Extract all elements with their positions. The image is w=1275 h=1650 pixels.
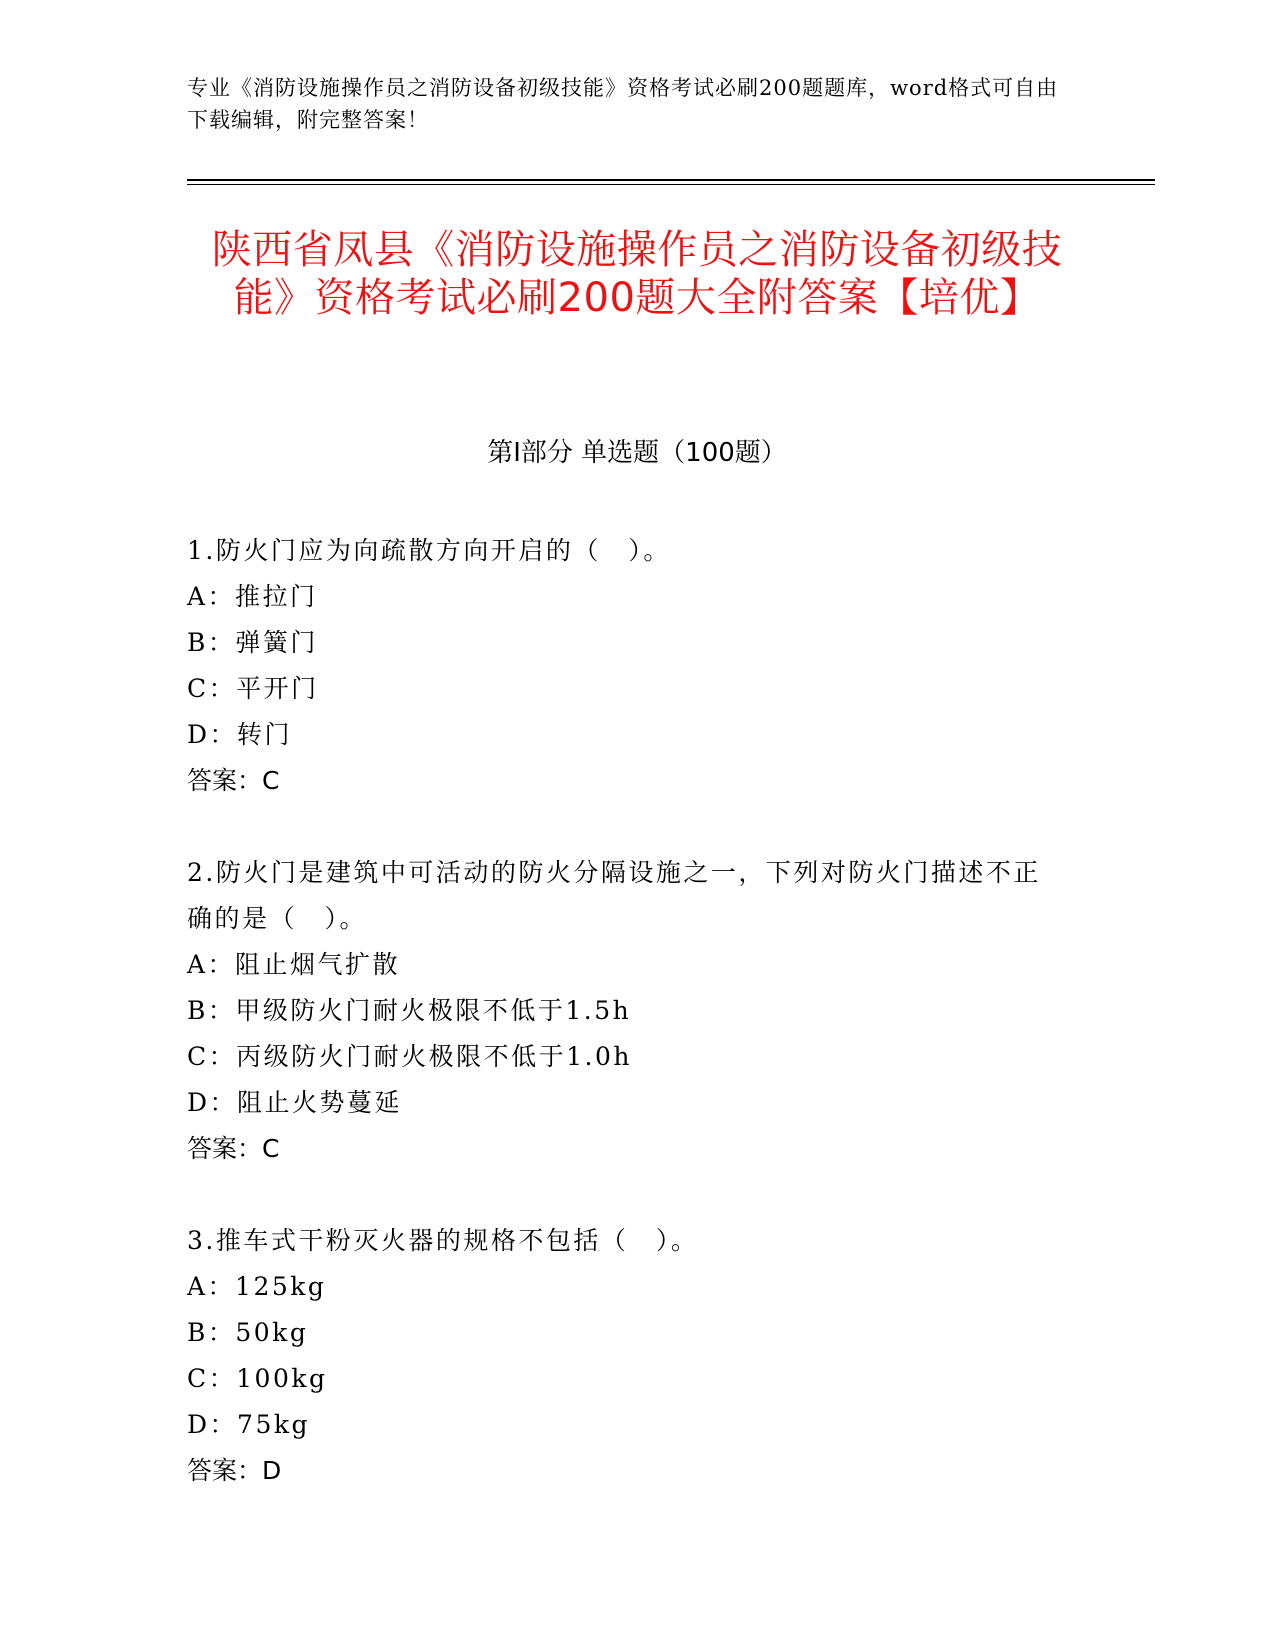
option-a: A：125kg: [187, 1272, 327, 1301]
option-d: D：转门: [187, 720, 293, 749]
question-stem: 1.防火门应为向疏散方向开启的（ ）。: [187, 536, 671, 565]
option-b: B：甲级防火门耐火极限不低于1.5h: [187, 996, 632, 1025]
option-d: D：阻止火势蔓延: [187, 1088, 403, 1117]
question-stem: 3.推车式干粉灭火器的规格不包括（ ）。: [187, 1226, 699, 1255]
question-stem: 2.防火门是建筑中可活动的防火分隔设施之一，下列对防火门描述不正确的是（ ）。: [187, 858, 1041, 933]
option-b: B：弹簧门: [187, 628, 318, 657]
answer: 答案：D: [187, 1456, 282, 1485]
option-a: A：阻止烟气扩散: [187, 950, 401, 979]
header-note: 专业《消防设施操作员之消防设备初级技能》资格考试必刷200题题库，word格式可自由下载编辑，附完整答案！: [187, 76, 1059, 132]
question-1: [187, 528, 1057, 804]
option-c: C：平开门: [187, 674, 319, 703]
question-list: [187, 528, 1057, 1540]
header-divider-thin: [187, 184, 1155, 185]
answer: 答案：C: [187, 766, 280, 795]
document-title: 陕西省凤县《消防设施操作员之消防设备初级技能》资格考试必刷200题大全附答案【培优】: [211, 227, 1063, 321]
option-c: C：100kg: [187, 1364, 328, 1393]
option-c: C：丙级防火门耐火极限不低于1.0h: [187, 1042, 632, 1071]
header-divider-thick: [187, 179, 1155, 181]
option-a: A：推拉门: [187, 582, 318, 611]
option-b: B：50kg: [187, 1318, 309, 1347]
question-3: [187, 1218, 1057, 1494]
question-2: [187, 850, 1057, 1172]
option-d: D：75kg: [187, 1410, 311, 1439]
answer: 答案：C: [187, 1134, 280, 1163]
section-heading: 第Ⅰ部分 单选题（100题）: [487, 438, 787, 468]
